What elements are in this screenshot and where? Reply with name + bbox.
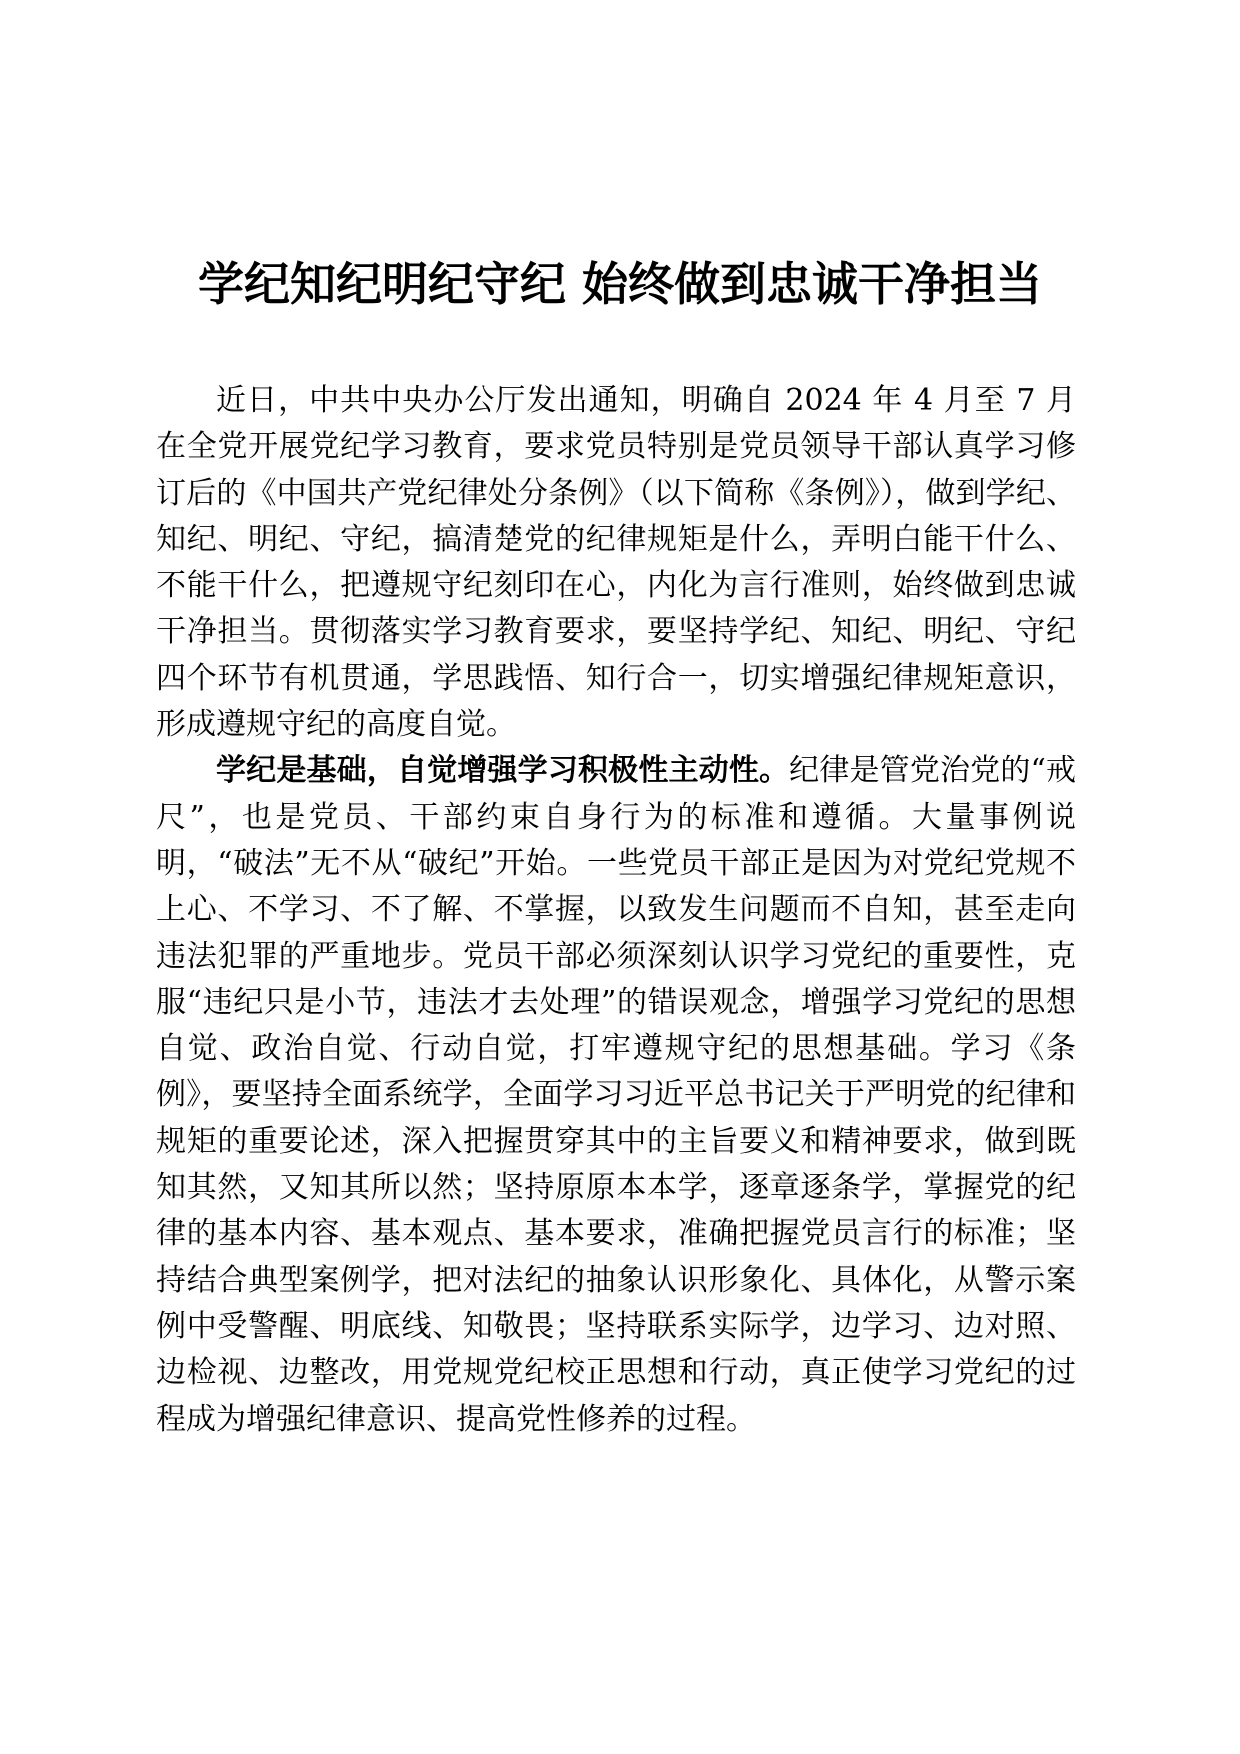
document-title: 学纪知纪明纪守纪 始终做到忠诚干净担当 xyxy=(197,257,1042,311)
paragraph-text: 纪律是管党治党的“戒尺”，也是党员、干部约束自身行为的标准和遵循。大量事例说明，“破法”无不从“破纪”开始。一些党员干部正是因为对党纪党规不上心、不学习、不了解、不掌握，以致发生问题而不自知，甚至走向违法犯罪的严重地步。党员干部必须深刻认识学习党纪的重要性，克服“违纪只是小节，违法才去处理”的错误观念，增强学习党纪的思想自觉、政治自觉、行动自觉，打牢遵规守纪的思想基础。学习《条例》，要坚持全面系统学，全面学习习近平总书记关于严明党的纪律和规矩的重要论述，深入把握贯穿其中的主旨要义和精神要求，做到既知其然，又知其所以然；坚持原原本本学，逐章逐条学，掌握党的纪律的基本内容、基本观点、基本要求，准确把握党员言行的标准；坚持结合典型案例学，把对法纪的抽象认识形象化、具体化，从警示案例中受警醒、明底线、知敬畏；坚持联系实际学，边学习、边对照、边检视、边整改，用党规党纪校正思想和行动，真正使学习党纪的过程成为增强纪律意识、提高党性修养的过程。 xyxy=(156,753,1077,1437)
document-body xyxy=(156,378,1076,1443)
paragraph-intro xyxy=(156,378,1076,748)
paragraph-study-discipline xyxy=(156,748,1076,1442)
paragraph-lead: 学纪是基础，自觉增强学习积极性主动性。 xyxy=(216,753,790,789)
paragraph-text: 近日，中共中央办公厅发出通知，明确自 2024 年 4 月至 7 月在全党开展党纪学习教育，要求党员特别是党员领导干部认真学习修订后的《中国共产党纪律处分条例》（以下简称《条例》），做到学纪、知纪、明纪、守纪，搞清楚党的纪律规矩是什么，弄明白能干什么、不能干什么，把遵规守纪刻印在心，内化为言行准则，始终做到忠诚干净担当。贯彻落实学习教育要求，要坚持学纪、知纪、明纪、守纪四个环节有机贯通，学思践悟、知行合一，切实增强纪律规矩意识，形成遵规守纪的高度自觉。 xyxy=(156,383,1076,743)
